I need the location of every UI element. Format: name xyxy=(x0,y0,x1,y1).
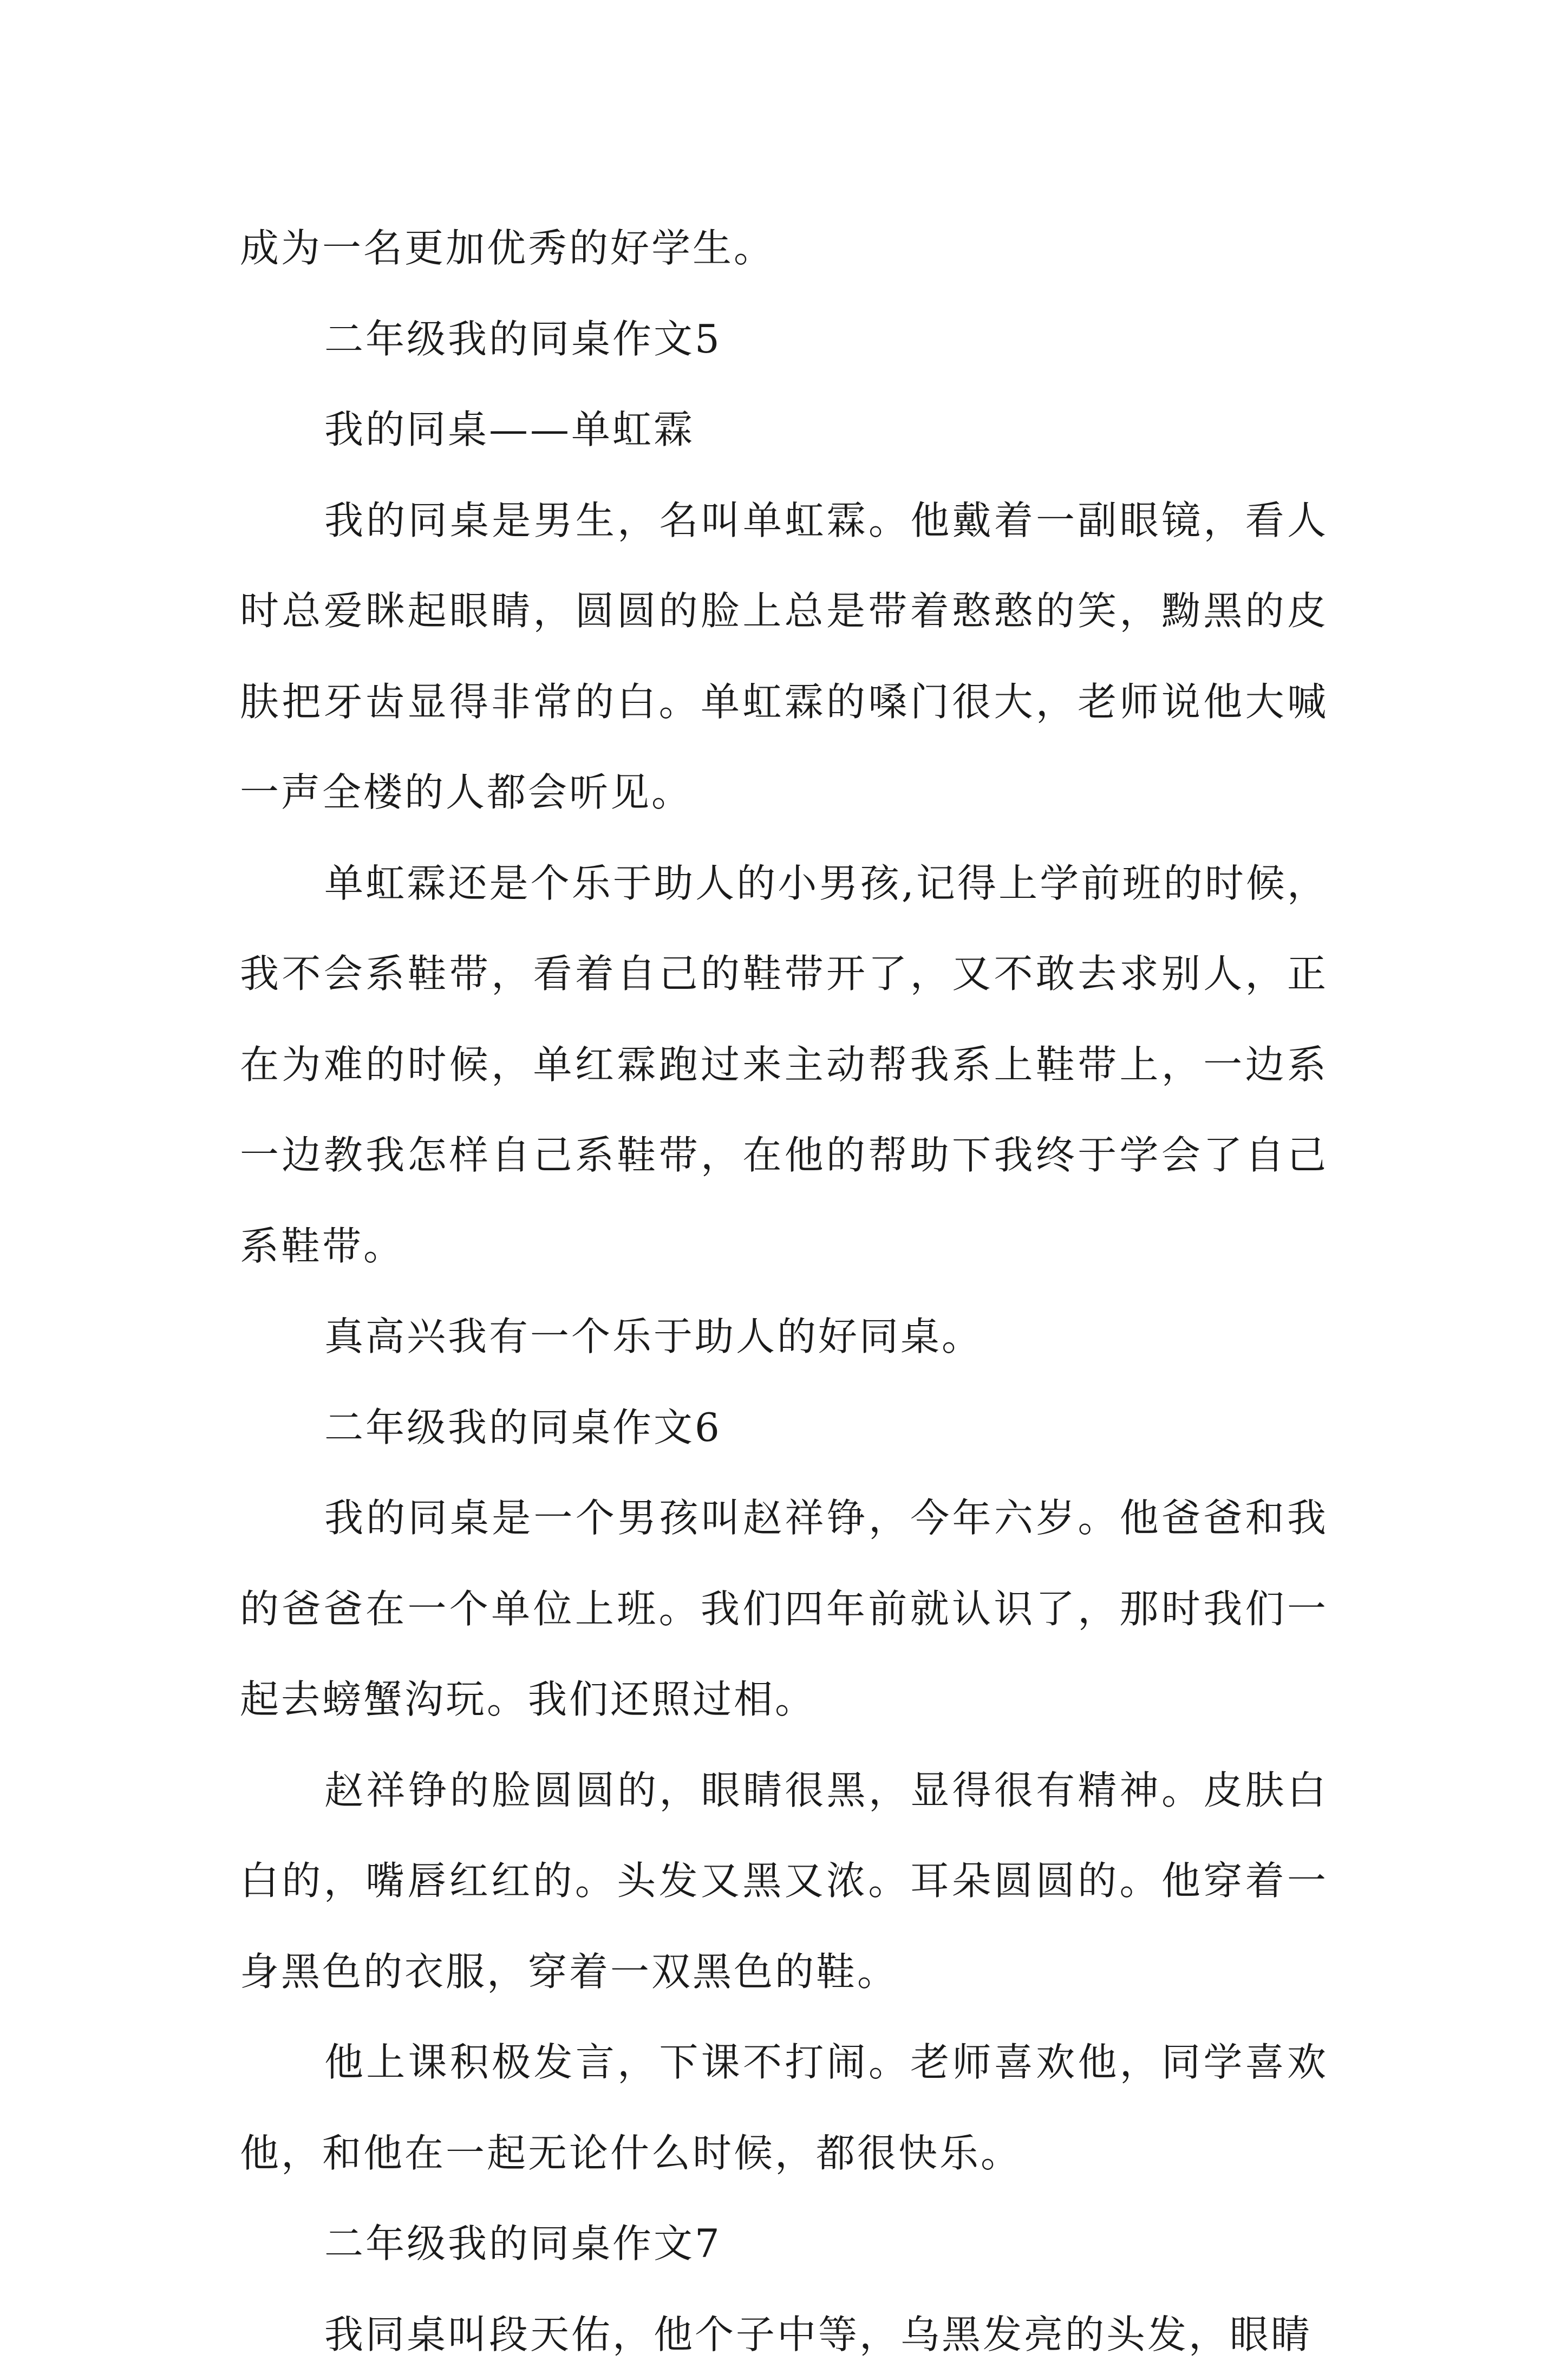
essay-heading-6: 二年级我的同桌作文6 xyxy=(240,1383,1328,1473)
paragraph: 我的同桌是一个男孩叫赵祥铮，今年六岁。他爸爸和我的爸爸在一个单位上班。我们四年前就认识了，那时我们一起去螃蟹沟玩。我们还照过相。 xyxy=(240,1473,1328,1745)
paragraph: 我同桌叫段天佑，他个子中等，乌黑发亮的头发，眼睛 xyxy=(240,2290,1328,2380)
paragraph-continuation: 成为一名更加优秀的好学生。 xyxy=(240,203,1328,294)
essay-heading-5: 二年级我的同桌作文5 xyxy=(240,294,1328,385)
paragraph: 赵祥铮的脸圆圆的，眼睛很黑，显得很有精神。皮肤白白的，嘴唇红红的。头发又黑又浓。耳朵圆圆的。他穿着一身黑色的衣服，穿着一双黑色的鞋。 xyxy=(240,1745,1328,2018)
essay-heading-7: 二年级我的同桌作文7 xyxy=(240,2199,1328,2290)
document-body xyxy=(240,203,1328,2380)
paragraph: 他上课积极发言，下课不打闹。老师喜欢他，同学喜欢他，和他在一起无论什么时候，都很快乐。 xyxy=(240,2017,1328,2199)
paragraph: 我的同桌是男生，名叫单虹霖。他戴着一副眼镜，看人时总爱眯起眼睛，圆圆的脸上总是带着憨憨的笑，黝黑的皮肤把牙齿显得非常的白。单虹霖的嗓门很大，老师说他大喊一声全楼的人都会听见。 xyxy=(240,475,1328,838)
paragraph: 真高兴我有一个乐于助人的好同桌。 xyxy=(240,1292,1328,1383)
essay-title-5: 我的同桌——单虹霖 xyxy=(240,384,1328,475)
paragraph: 单虹霖还是个乐于助人的小男孩,记得上学前班的时候，我不会系鞋带，看着自己的鞋带开了，又不敢去求别人，正在为难的时候，单红霖跑过来主动帮我系上鞋带上，一边系一边教我怎样自己系鞋带，在他的帮助下我终于学会了自己系鞋带。 xyxy=(240,838,1328,1292)
